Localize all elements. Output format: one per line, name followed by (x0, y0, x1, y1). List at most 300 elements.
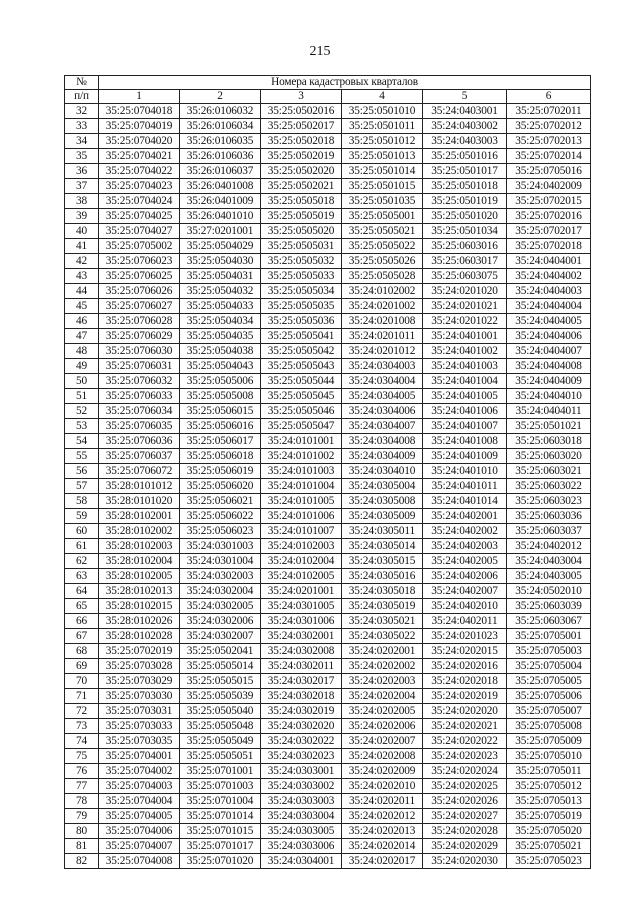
cadastral-number-cell: 35:25:0505051 (180, 749, 261, 764)
cadastral-number-cell: 35:24:0202008 (342, 749, 423, 764)
row-number-cell: 39 (65, 209, 99, 224)
row-number-cell: 62 (65, 554, 99, 569)
cadastral-number-cell: 35:25:0705021 (507, 839, 591, 854)
cadastral-number-cell: 35:24:0304004 (342, 374, 423, 389)
cadastral-number-cell: 35:25:0705007 (507, 704, 591, 719)
cadastral-number-cell: 35:24:0202009 (342, 764, 423, 779)
cadastral-number-cell: 35:26:0106032 (180, 104, 261, 119)
row-number-cell: 45 (65, 299, 99, 314)
cadastral-number-cell: 35:25:0703033 (99, 719, 180, 734)
cadastral-number-cell: 35:24:0201020 (423, 284, 507, 299)
cadastral-number-cell: 35:24:0202010 (342, 779, 423, 794)
cadastral-number-cell: 35:28:0102028 (99, 629, 180, 644)
cadastral-number-cell: 35:26:0401008 (180, 179, 261, 194)
cadastral-number-cell: 35:28:0102004 (99, 554, 180, 569)
table-row (65, 584, 591, 599)
row-number-cell: 36 (65, 164, 99, 179)
cadastral-number-cell: 35:25:0504038 (180, 344, 261, 359)
cadastral-number-cell: 35:24:0202007 (342, 734, 423, 749)
cadastral-number-cell: 35:24:0202005 (342, 704, 423, 719)
cadastral-number-cell: 35:25:0705008 (507, 719, 591, 734)
cadastral-number-cell: 35:24:0102002 (342, 284, 423, 299)
cadastral-number-cell: 35:24:0201022 (423, 314, 507, 329)
cadastral-number-cell: 35:24:0202024 (423, 764, 507, 779)
row-number-cell: 34 (65, 134, 99, 149)
row-number-cell: 53 (65, 419, 99, 434)
cadastral-number-cell: 35:25:0703029 (99, 674, 180, 689)
cadastral-number-cell: 35:25:0501016 (423, 149, 507, 164)
table-row (65, 344, 591, 359)
cadastral-number-cell: 35:25:0505033 (261, 269, 342, 284)
cadastral-number-cell: 35:25:0505045 (261, 389, 342, 404)
cadastral-number-cell: 35:24:0302020 (261, 719, 342, 734)
row-number-cell: 59 (65, 509, 99, 524)
cadastral-number-cell: 35:25:0705002 (99, 239, 180, 254)
cadastral-number-cell: 35:25:0706035 (99, 419, 180, 434)
cadastral-number-cell: 35:25:0705003 (507, 644, 591, 659)
cadastral-number-cell: 35:24:0302006 (180, 614, 261, 629)
table-row (65, 749, 591, 764)
row-number-cell: 69 (65, 659, 99, 674)
row-number-header-bottom: п/п (65, 90, 99, 104)
table-row (65, 524, 591, 539)
cadastral-number-cell: 35:24:0202027 (423, 809, 507, 824)
cadastral-number-cell: 35:25:0705009 (507, 734, 591, 749)
table-row (65, 554, 591, 569)
cadastral-number-cell: 35:24:0202015 (423, 644, 507, 659)
table-row (65, 629, 591, 644)
cadastral-number-cell: 35:25:0603036 (507, 509, 591, 524)
cadastral-number-cell: 35:24:0404010 (507, 389, 591, 404)
table-row (65, 104, 591, 119)
cadastral-number-cell: 35:25:0705005 (507, 674, 591, 689)
cadastral-number-cell: 35:25:0504029 (180, 239, 261, 254)
cadastral-number-cell: 35:24:0403003 (423, 134, 507, 149)
table-row (65, 224, 591, 239)
cadastral-number-cell: 35:24:0402005 (423, 554, 507, 569)
cadastral-number-cell: 35:25:0704002 (99, 764, 180, 779)
cadastral-number-cell: 35:24:0401006 (423, 404, 507, 419)
cadastral-number-cell: 35:25:0704018 (99, 104, 180, 119)
cadastral-number-cell: 35:25:0706023 (99, 254, 180, 269)
table-row (65, 614, 591, 629)
row-number-cell: 49 (65, 359, 99, 374)
row-number-cell: 51 (65, 389, 99, 404)
cadastral-number-cell: 35:25:0506020 (180, 479, 261, 494)
cadastral-number-cell: 35:24:0305018 (342, 584, 423, 599)
row-number-cell: 32 (65, 104, 99, 119)
row-number-cell: 63 (65, 569, 99, 584)
cadastral-number-cell: 35:25:0506019 (180, 464, 261, 479)
cadastral-number-cell: 35:24:0101002 (261, 449, 342, 464)
cadastral-number-cell: 35:24:0101001 (261, 434, 342, 449)
cadastral-number-cell: 35:25:0603023 (507, 494, 591, 509)
cadastral-number-cell: 35:28:0102005 (99, 569, 180, 584)
cadastral-number-cell: 35:25:0603017 (423, 254, 507, 269)
cadastral-number-cell: 35:26:0106036 (180, 149, 261, 164)
cadastral-number-cell: 35:25:0506023 (180, 524, 261, 539)
cadastral-number-cell: 35:24:0202001 (342, 644, 423, 659)
cadastral-number-cell: 35:24:0404006 (507, 329, 591, 344)
cadastral-number-cell: 35:24:0301004 (180, 554, 261, 569)
row-number-cell: 81 (65, 839, 99, 854)
row-number-cell: 58 (65, 494, 99, 509)
table-row (65, 209, 591, 224)
row-number-cell: 41 (65, 239, 99, 254)
cadastral-number-cell: 35:25:0704024 (99, 194, 180, 209)
row-number-cell: 82 (65, 854, 99, 869)
cadastral-number-cell: 35:25:0702012 (507, 119, 591, 134)
cadastral-number-cell: 35:25:0705001 (507, 629, 591, 644)
cadastral-number-cell: 35:25:0505048 (180, 719, 261, 734)
cadastral-number-cell: 35:24:0404005 (507, 314, 591, 329)
cadastral-number-cell: 35:24:0305011 (342, 524, 423, 539)
cadastral-number-cell: 35:24:0401007 (423, 419, 507, 434)
cadastral-number-cell: 35:25:0505035 (261, 299, 342, 314)
cadastral-number-cell: 35:25:0505032 (261, 254, 342, 269)
cadastral-number-cell: 35:25:0603039 (507, 599, 591, 614)
cadastral-number-cell: 35:25:0504030 (180, 254, 261, 269)
cadastral-number-cell: 35:24:0302005 (180, 599, 261, 614)
cadastral-number-cell: 35:24:0303005 (261, 824, 342, 839)
cadastral-number-cell: 35:24:0303004 (261, 809, 342, 824)
cadastral-number-cell: 35:25:0505015 (180, 674, 261, 689)
cadastral-number-cell: 35:25:0702013 (507, 134, 591, 149)
cadastral-number-cell: 35:24:0305008 (342, 494, 423, 509)
cadastral-number-cell: 35:25:0706032 (99, 374, 180, 389)
cadastral-number-cell: 35:24:0201012 (342, 344, 423, 359)
cadastral-number-cell: 35:25:0506017 (180, 434, 261, 449)
table-row (65, 164, 591, 179)
cadastral-number-cell: 35:25:0702018 (507, 239, 591, 254)
cadastral-number-cell: 35:24:0403002 (423, 119, 507, 134)
group-title-header: Номера кадастровых кварталов (99, 76, 591, 90)
column-header-3: 3 (261, 90, 342, 104)
row-number-cell: 37 (65, 179, 99, 194)
header-row-bottom (65, 90, 591, 104)
cadastral-number-cell: 35:24:0403001 (423, 104, 507, 119)
cadastral-number-cell: 35:25:0505042 (261, 344, 342, 359)
cadastral-number-cell: 35:24:0102003 (261, 539, 342, 554)
cadastral-number-cell: 35:25:0701014 (180, 809, 261, 824)
table-row (65, 284, 591, 299)
cadastral-number-cell: 35:25:0505006 (180, 374, 261, 389)
cadastral-number-cell: 35:24:0201001 (261, 584, 342, 599)
cadastral-number-cell: 35:25:0603075 (423, 269, 507, 284)
cadastral-number-cell: 35:25:0705020 (507, 824, 591, 839)
row-number-cell: 42 (65, 254, 99, 269)
cadastral-number-cell: 35:25:0603016 (423, 239, 507, 254)
cadastral-number-cell: 35:28:0102002 (99, 524, 180, 539)
cadastral-number-cell: 35:24:0304008 (342, 434, 423, 449)
cadastral-number-cell: 35:25:0501019 (423, 194, 507, 209)
row-number-cell: 50 (65, 374, 99, 389)
row-number-cell: 71 (65, 689, 99, 704)
cadastral-number-cell: 35:25:0706028 (99, 314, 180, 329)
cadastral-number-cell: 35:25:0704022 (99, 164, 180, 179)
cadastral-number-cell: 35:25:0702016 (507, 209, 591, 224)
cadastral-number-cell: 35:25:0502017 (261, 119, 342, 134)
table-row (65, 599, 591, 614)
cadastral-number-cell: 35:24:0401002 (423, 344, 507, 359)
cadastral-number-cell: 35:25:0505034 (261, 284, 342, 299)
cadastral-number-cell: 35:25:0704001 (99, 749, 180, 764)
row-number-cell: 57 (65, 479, 99, 494)
cadastral-number-cell: 35:25:0705019 (507, 809, 591, 824)
table-row (65, 509, 591, 524)
cadastral-number-cell: 35:24:0401010 (423, 464, 507, 479)
cadastral-number-cell: 35:28:0101020 (99, 494, 180, 509)
cadastral-number-cell: 35:24:0101004 (261, 479, 342, 494)
cadastral-number-cell: 35:24:0101003 (261, 464, 342, 479)
cadastral-number-cell: 35:26:0401009 (180, 194, 261, 209)
cadastral-number-cell: 35:25:0505018 (261, 194, 342, 209)
cadastral-number-cell: 35:25:0701015 (180, 824, 261, 839)
cadastral-number-cell: 35:25:0501010 (342, 104, 423, 119)
cadastral-number-cell: 35:24:0202018 (423, 674, 507, 689)
cadastral-number-cell: 35:25:0502041 (180, 644, 261, 659)
cadastral-number-cell: 35:25:0505014 (180, 659, 261, 674)
cadastral-number-cell: 35:25:0704019 (99, 119, 180, 134)
cadastral-number-cell: 35:25:0704006 (99, 824, 180, 839)
cadastral-number-cell: 35:24:0202029 (423, 839, 507, 854)
cadastral-number-cell: 35:26:0106035 (180, 134, 261, 149)
cadastral-number-cell: 35:25:0501013 (342, 149, 423, 164)
table-row (65, 824, 591, 839)
cadastral-number-cell: 35:24:0304006 (342, 404, 423, 419)
table-row (65, 809, 591, 824)
cadastral-number-cell: 35:24:0402012 (507, 539, 591, 554)
cadastral-number-cell: 35:25:0701020 (180, 854, 261, 869)
cadastral-number-cell: 35:24:0401005 (423, 389, 507, 404)
cadastral-number-cell: 35:24:0301005 (261, 599, 342, 614)
cadastral-number-cell: 35:25:0704005 (99, 809, 180, 824)
column-header-1: 1 (99, 90, 180, 104)
cadastral-number-cell: 35:24:0305021 (342, 614, 423, 629)
row-number-cell: 54 (65, 434, 99, 449)
cadastral-number-cell: 35:25:0505028 (342, 269, 423, 284)
cadastral-number-cell: 35:24:0201021 (423, 299, 507, 314)
cadastral-number-cell: 35:25:0501017 (423, 164, 507, 179)
row-number-cell: 60 (65, 524, 99, 539)
cadastral-number-cell: 35:24:0404009 (507, 374, 591, 389)
cadastral-number-cell: 35:24:0201023 (423, 629, 507, 644)
cadastral-number-cell: 35:24:0102005 (261, 569, 342, 584)
cadastral-number-cell: 35:25:0505022 (342, 239, 423, 254)
cadastral-number-cell: 35:24:0301006 (261, 614, 342, 629)
cadastral-number-cell: 35:25:0706033 (99, 389, 180, 404)
cadastral-number-cell: 35:24:0305004 (342, 479, 423, 494)
cadastral-number-cell: 35:24:0303006 (261, 839, 342, 854)
cadastral-number-cell: 35:24:0202006 (342, 719, 423, 734)
cadastral-number-cell: 35:25:0706030 (99, 344, 180, 359)
cadastral-number-cell: 35:24:0302018 (261, 689, 342, 704)
cadastral-number-cell: 35:25:0703028 (99, 659, 180, 674)
cadastral-number-cell: 35:25:0505001 (342, 209, 423, 224)
cadastral-number-cell: 35:24:0202017 (342, 854, 423, 869)
row-number-cell: 78 (65, 794, 99, 809)
row-number-cell: 72 (65, 704, 99, 719)
table-row (65, 194, 591, 209)
cadastral-number-cell: 35:24:0202012 (342, 809, 423, 824)
cadastral-number-cell: 35:24:0101007 (261, 524, 342, 539)
row-number-cell: 74 (65, 734, 99, 749)
cadastral-number-cell: 35:25:0505047 (261, 419, 342, 434)
cadastral-number-cell: 35:24:0304001 (261, 854, 342, 869)
cadastral-number-cell: 35:24:0302022 (261, 734, 342, 749)
cadastral-number-cell: 35:24:0305014 (342, 539, 423, 554)
row-number-cell: 75 (65, 749, 99, 764)
cadastral-number-cell: 35:25:0505031 (261, 239, 342, 254)
cadastral-number-cell: 35:24:0401008 (423, 434, 507, 449)
cadastral-number-cell: 35:25:0504043 (180, 359, 261, 374)
cadastral-number-cell: 35:24:0202004 (342, 689, 423, 704)
cadastral-number-cell: 35:25:0505036 (261, 314, 342, 329)
cadastral-number-cell: 35:28:0101012 (99, 479, 180, 494)
cadastral-number-cell: 35:24:0202016 (423, 659, 507, 674)
row-number-cell: 48 (65, 344, 99, 359)
cadastral-number-cell: 35:25:0501020 (423, 209, 507, 224)
cadastral-number-cell: 35:28:0102001 (99, 509, 180, 524)
row-number-cell: 56 (65, 464, 99, 479)
cadastral-number-cell: 35:24:0101005 (261, 494, 342, 509)
cadastral-number-cell: 35:25:0501011 (342, 119, 423, 134)
table-row (65, 449, 591, 464)
cadastral-number-cell: 35:25:0502021 (261, 179, 342, 194)
row-number-header-top: № (65, 76, 99, 90)
cadastral-number-cell: 35:25:0703035 (99, 734, 180, 749)
cadastral-number-cell: 35:25:0704025 (99, 209, 180, 224)
row-number-cell: 61 (65, 539, 99, 554)
row-number-cell: 66 (65, 614, 99, 629)
table-body (65, 104, 591, 869)
cadastral-number-cell: 35:24:0404007 (507, 344, 591, 359)
table-row (65, 734, 591, 749)
table-row (65, 839, 591, 854)
cadastral-number-cell: 35:25:0705012 (507, 779, 591, 794)
column-header-6: 6 (507, 90, 591, 104)
cadastral-number-cell: 35:24:0302019 (261, 704, 342, 719)
cadastral-number-cell: 35:24:0402003 (423, 539, 507, 554)
cadastral-number-cell: 35:24:0202030 (423, 854, 507, 869)
cadastral-number-cell: 35:25:0504035 (180, 329, 261, 344)
header-row-top (65, 76, 591, 90)
cadastral-number-cell: 35:28:0102013 (99, 584, 180, 599)
cadastral-number-cell: 35:24:0302004 (180, 584, 261, 599)
table-row (65, 779, 591, 794)
cadastral-number-cell: 35:24:0202021 (423, 719, 507, 734)
cadastral-number-cell: 35:24:0101006 (261, 509, 342, 524)
cadastral-number-cell: 35:25:0702019 (99, 644, 180, 659)
cadastral-number-cell: 35:24:0404003 (507, 284, 591, 299)
cadastral-number-cell: 35:24:0401011 (423, 479, 507, 494)
cadastral-number-cell: 35:25:0505020 (261, 224, 342, 239)
cadastral-number-cell: 35:25:0705013 (507, 794, 591, 809)
cadastral-number-cell: 35:25:0704021 (99, 149, 180, 164)
table-row (65, 149, 591, 164)
cadastral-number-cell: 35:25:0505049 (180, 734, 261, 749)
cadastral-number-cell: 35:25:0504032 (180, 284, 261, 299)
cadastral-number-cell: 35:25:0702014 (507, 149, 591, 164)
cadastral-number-cell: 35:25:0706029 (99, 329, 180, 344)
cadastral-number-cell: 35:25:0704003 (99, 779, 180, 794)
cadastral-number-cell: 35:25:0501021 (507, 419, 591, 434)
cadastral-number-cell: 35:25:0704027 (99, 224, 180, 239)
cadastral-number-cell: 35:25:0706036 (99, 434, 180, 449)
cadastral-number-cell: 35:25:0603022 (507, 479, 591, 494)
cadastral-number-cell: 35:24:0202020 (423, 704, 507, 719)
cadastral-number-cell: 35:25:0704008 (99, 854, 180, 869)
cadastral-number-cell: 35:25:0505008 (180, 389, 261, 404)
cadastral-quarters-table (64, 75, 591, 869)
cadastral-number-cell: 35:24:0502010 (507, 584, 591, 599)
cadastral-number-cell: 35:24:0302011 (261, 659, 342, 674)
column-header-5: 5 (423, 90, 507, 104)
cadastral-number-cell: 35:28:0102026 (99, 614, 180, 629)
cadastral-number-cell: 35:24:0202019 (423, 689, 507, 704)
cadastral-number-cell: 35:24:0401014 (423, 494, 507, 509)
row-number-cell: 46 (65, 314, 99, 329)
cadastral-number-cell: 35:25:0704007 (99, 839, 180, 854)
column-header-2: 2 (180, 90, 261, 104)
cadastral-number-cell: 35:25:0505026 (342, 254, 423, 269)
cadastral-number-cell: 35:24:0303002 (261, 779, 342, 794)
cadastral-number-cell: 35:25:0505044 (261, 374, 342, 389)
cadastral-number-cell: 35:24:0302023 (261, 749, 342, 764)
table-row (65, 674, 591, 689)
cadastral-number-cell: 35:24:0302003 (180, 569, 261, 584)
cadastral-number-cell: 35:26:0106037 (180, 164, 261, 179)
cadastral-number-cell: 35:24:0201008 (342, 314, 423, 329)
cadastral-number-cell: 35:24:0402001 (423, 509, 507, 524)
cadastral-number-cell: 35:25:0505021 (342, 224, 423, 239)
cadastral-number-cell: 35:25:0502019 (261, 149, 342, 164)
cadastral-number-cell: 35:24:0402010 (423, 599, 507, 614)
table-row (65, 464, 591, 479)
table-row (65, 434, 591, 449)
row-number-cell: 68 (65, 644, 99, 659)
cadastral-number-cell: 35:24:0402007 (423, 584, 507, 599)
cadastral-number-cell: 35:25:0501034 (423, 224, 507, 239)
column-header-4: 4 (342, 90, 423, 104)
cadastral-number-cell: 35:25:0703030 (99, 689, 180, 704)
cadastral-number-cell: 35:24:0302007 (180, 629, 261, 644)
cadastral-number-cell: 35:24:0202026 (423, 794, 507, 809)
cadastral-number-cell: 35:25:0502016 (261, 104, 342, 119)
table-row (65, 359, 591, 374)
cadastral-number-cell: 35:26:0106034 (180, 119, 261, 134)
cadastral-number-cell: 35:24:0402009 (507, 179, 591, 194)
cadastral-number-cell: 35:24:0201011 (342, 329, 423, 344)
page-number: 215 (309, 44, 331, 59)
cadastral-number-cell: 35:25:0504031 (180, 269, 261, 284)
row-number-cell: 76 (65, 764, 99, 779)
cadastral-number-cell: 35:24:0302017 (261, 674, 342, 689)
table-row (65, 854, 591, 869)
cadastral-number-cell: 35:24:0304007 (342, 419, 423, 434)
table-row (65, 689, 591, 704)
cadastral-number-cell: 35:24:0402011 (423, 614, 507, 629)
cadastral-number-cell: 35:25:0702017 (507, 224, 591, 239)
cadastral-number-cell: 35:25:0603067 (507, 614, 591, 629)
cadastral-number-cell: 35:25:0702011 (507, 104, 591, 119)
cadastral-number-cell: 35:25:0701017 (180, 839, 261, 854)
row-number-cell: 73 (65, 719, 99, 734)
table-row (65, 269, 591, 284)
table-row (65, 314, 591, 329)
cadastral-number-cell: 35:28:0102003 (99, 539, 180, 554)
cadastral-number-cell: 35:24:0202014 (342, 839, 423, 854)
